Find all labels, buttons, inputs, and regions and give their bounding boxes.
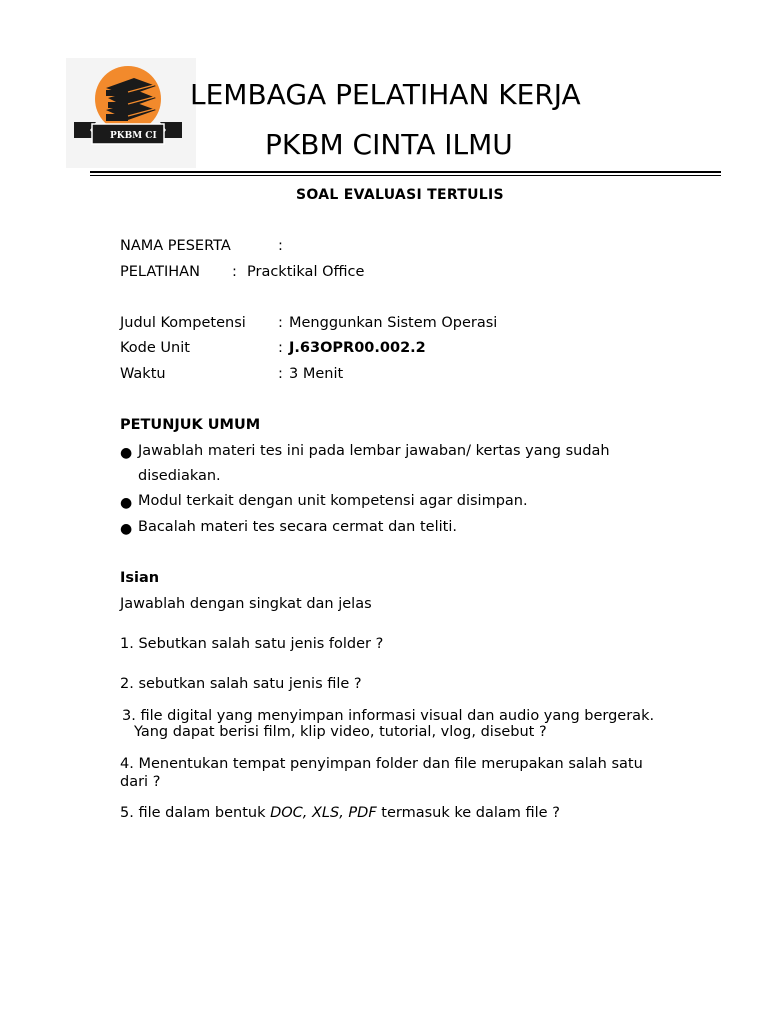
- question-5: [120, 805, 560, 821]
- question-5-prefix: 5. file dalam bentuk: [120, 805, 271, 821]
- question-1: 1. Sebutkan salah satu jenis folder ?: [120, 636, 384, 652]
- pkbm-logo: [66, 58, 196, 168]
- field-colon-nama: :: [278, 238, 283, 254]
- question-5-formats: DOC, XLS, PDF: [270, 805, 377, 821]
- bullet-mark: ●: [120, 445, 133, 461]
- header-rule-thick: [90, 171, 721, 173]
- field-label-waktu: Waktu: [120, 366, 166, 382]
- question-5-suffix: termasuk ke dalam file ?: [376, 805, 560, 821]
- title-line-1: LEMBAGA PELATIHAN KERJA: [190, 78, 581, 111]
- petunjuk-title: PETUNJUK UMUM: [120, 417, 261, 433]
- bullet-item-1-cont: disediakan.: [138, 468, 221, 484]
- header-rule-thin: [90, 175, 721, 176]
- bullet-mark: ●: [120, 521, 133, 537]
- field-value-pelatihan: Pracktikal Office: [247, 264, 365, 280]
- field-label-judul: Judul Kompetensi: [120, 315, 246, 331]
- field-label-nama: NAMA PESERTA: [120, 238, 231, 254]
- field-label-pelatihan: PELATIHAN: [120, 264, 200, 280]
- field-value-waktu: 3 Menit: [289, 366, 344, 382]
- question-2: 2. sebutkan salah satu jenis file ?: [120, 676, 362, 692]
- field-label-kode: Kode Unit: [120, 340, 190, 356]
- question-3-cont: Yang dapat berisi film, klip video, tutorial, vlog, disebut ?: [134, 724, 547, 740]
- field-value-judul: Menggunkan Sistem Operasi: [289, 315, 498, 331]
- document-heading: SOAL EVALUASI TERTULIS: [296, 187, 504, 203]
- question-4: 4. Menentukan tempat penyimpan folder dan file merupakan salah satu: [120, 756, 643, 772]
- bullet-item-3: Bacalah materi tes secara cermat dan teliti.: [138, 519, 457, 535]
- field-colon-waktu: :: [278, 366, 283, 382]
- field-colon-pelatihan: :: [232, 264, 237, 280]
- bullet-item-1: Jawablah materi tes ini pada lembar jawaban/ kertas yang sudah: [138, 443, 610, 459]
- logo-label: PKBM CI: [110, 131, 157, 141]
- isian-title: Isian: [120, 570, 160, 586]
- isian-intro: Jawablah dengan singkat dan jelas: [120, 596, 372, 612]
- field-colon-judul: :: [278, 315, 283, 331]
- field-colon-kode: :: [278, 340, 283, 356]
- question-3: 3. file digital yang menyimpan informasi visual dan audio yang bergerak.: [122, 708, 655, 724]
- field-value-kode: J.63OPR00.002.2: [289, 340, 426, 356]
- title-line-2: PKBM CINTA ILMU: [265, 128, 513, 161]
- bullet-mark: ●: [120, 495, 133, 511]
- bullet-item-2: Modul terkait dengan unit kompetensi agar disimpan.: [138, 493, 528, 509]
- question-4-cont: dari ?: [120, 774, 161, 790]
